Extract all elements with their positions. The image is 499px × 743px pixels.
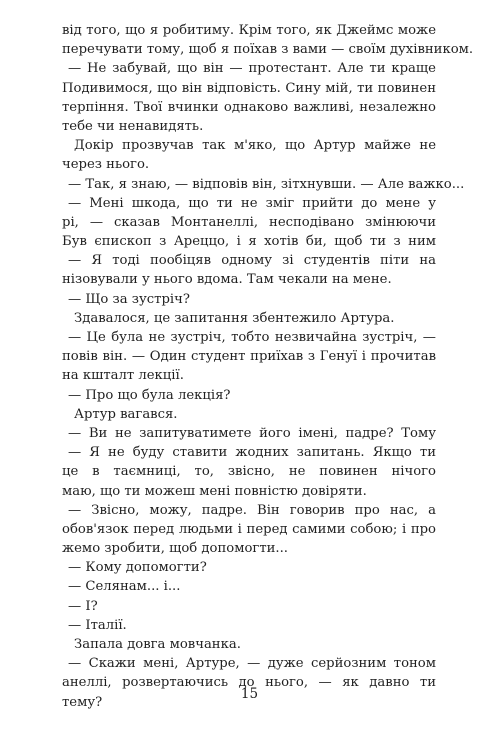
- text-line: Здавалося, це запитання збентежило Артура.: [74, 310, 395, 326]
- text-line: повів він. — Один студент приїхав з Генуї і прочитав: [62, 349, 436, 365]
- text-line: — Скажи мені, Артуре, — дуже серйозним тоном: [68, 656, 436, 672]
- text-line: — І?: [68, 598, 98, 614]
- text-line: анеллі, розвертаючись до нього, — як давно ти: [62, 675, 436, 691]
- text-line: Артур вагався.: [74, 406, 178, 422]
- text-line: тему?: [62, 694, 103, 710]
- text-line: — Звісно, можу, падре. Він говорив про нас, а: [68, 502, 436, 518]
- text-line: маю, що ти можеш мені повністю довіряти.: [62, 483, 367, 499]
- text-line: — Італії.: [68, 617, 127, 633]
- text-line: обов'язок перед людьми і перед самими собою; і про: [62, 521, 436, 537]
- text-line: — Я не буду ставити жодних запитань. Якщо ти: [68, 445, 436, 461]
- page-number: 15: [240, 686, 259, 702]
- text-line: від того, що я робитиму. Крім того, як Джеймс може: [62, 23, 436, 38]
- text-line: — Кому допомогти?: [68, 560, 207, 576]
- text-line: — Селянам... і...: [68, 579, 181, 595]
- text-line: тебе чи ненавидять.: [62, 118, 204, 134]
- text-line: — Мені шкода, що ти не зміг прийти до мене у: [68, 195, 436, 211]
- text-line: — Ви не запитуватимете його імені, падре? Тому: [68, 425, 436, 441]
- text-line: — Я тоді пообіцяв одному зі студентів піти на: [68, 253, 436, 269]
- text-line: на кшталт лекції.: [62, 368, 184, 384]
- text-line: Був єпископ з Ареццо, і я хотів би, щоб ти з ним: [62, 234, 436, 250]
- text-line: Подивимося, що він відповість. Сину мій, ти повинен: [62, 80, 436, 96]
- text-line: рі, — сказав Монтанеллі, несподівано змінюючи: [62, 214, 436, 230]
- text-line: — Про що була лекція?: [68, 387, 231, 403]
- text-line: Запала довга мовчанка.: [74, 637, 241, 652]
- text-line: — Що за зустріч?: [68, 291, 190, 307]
- text-line: нізовували у нього вдома. Там чекали на мене.: [62, 272, 392, 288]
- text-line: — Це була не зустріч, тобто незвичайна зустріч, —: [68, 330, 436, 345]
- text-line: це в таємниці, то, звісно, не повинен нічого: [62, 464, 436, 480]
- text-line: Докір прозвучав так м'яко, що Артур майже не: [74, 138, 436, 154]
- text-line: через нього.: [62, 157, 150, 173]
- page-text: [62, 21, 474, 712]
- text-line: терпіння. Твої вчинки однаково важливі, незалежно: [62, 99, 436, 115]
- text-line: перечувати тому, щоб я поїхав з вами — своїм духівником.: [62, 42, 474, 58]
- text-line: — Не забувай, що він — протестант. Але ти краще: [68, 61, 436, 77]
- text-line: жемо зробити, щоб допомогти...: [62, 541, 288, 557]
- text-line: — Так, я знаю, — відповів він, зітхнувши. — Але важко...: [68, 176, 465, 192]
